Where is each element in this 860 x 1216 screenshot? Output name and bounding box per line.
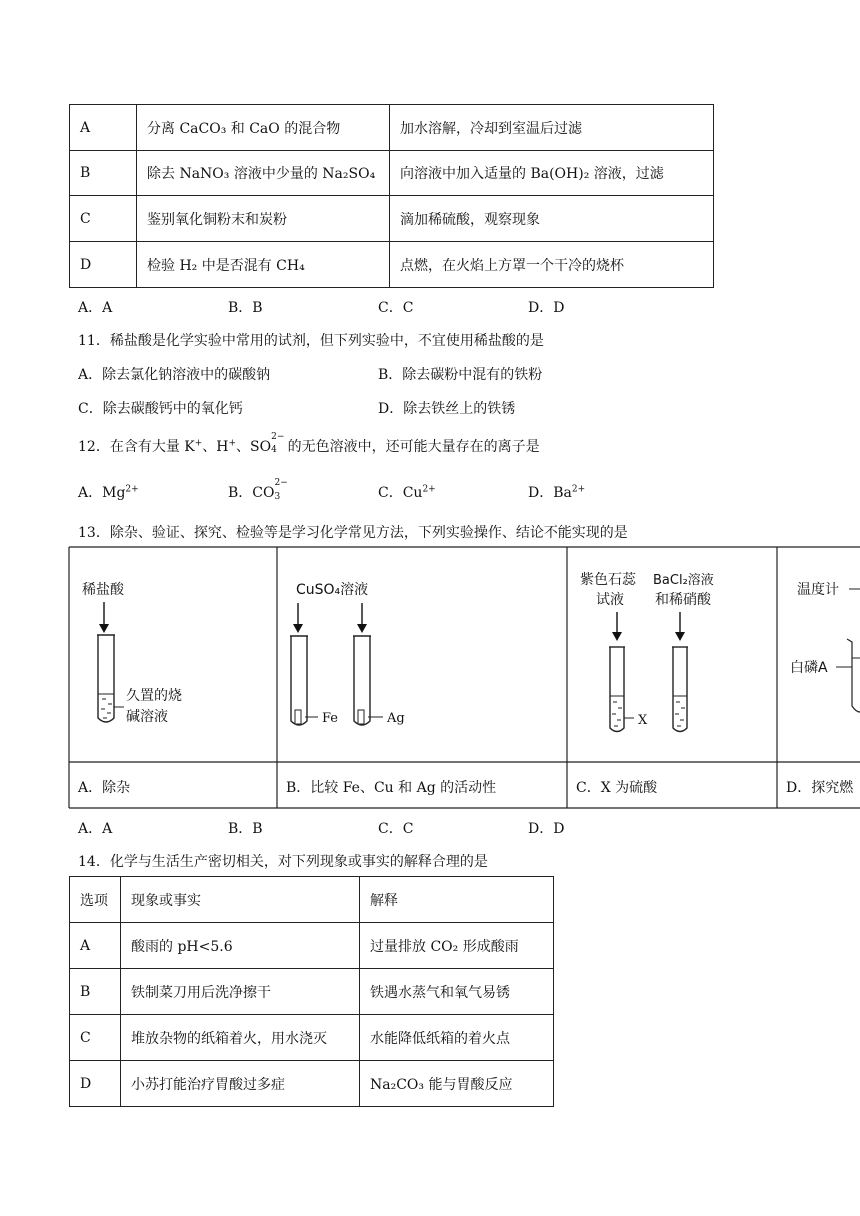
- explain-cell: 水能降低纸箱的着火点: [360, 1015, 554, 1061]
- ion-charge: 2+: [422, 484, 436, 495]
- option-c[interactable]: C．C: [378, 300, 414, 316]
- option-cell: B: [70, 969, 121, 1015]
- option-a[interactable]: [78, 482, 139, 502]
- table-row: [70, 196, 714, 242]
- q12-stem-part: 12．在含有大量 K: [78, 439, 195, 455]
- explain-cell: 过量排放 CO₂ 形成酸雨: [360, 923, 554, 969]
- experiment-cell: 分离 CaCO₃ 和 CaO 的混合物: [137, 105, 390, 151]
- q11-option-b[interactable]: B．除去碳粉中混有的铁粉: [378, 367, 543, 383]
- q12-stem-part: 、H: [202, 439, 229, 455]
- panel-b-diagram: [290, 581, 405, 726]
- option-letter: A: [70, 105, 137, 151]
- option-label: D．Ba: [528, 485, 572, 501]
- table-row: [70, 969, 554, 1015]
- experiment-cell: 检验 H₂ 中是否混有 CH₄: [137, 242, 390, 288]
- explain-cell: Na₂CO₃ 能与胃酸反应: [360, 1061, 554, 1107]
- option-label: C．Cu: [378, 485, 423, 501]
- q12-stem-part: 、SO: [236, 439, 272, 455]
- q12-stem-part: 的无色溶液中，还可能大量存在的离子是: [287, 439, 540, 455]
- x-label: X: [638, 713, 648, 728]
- header-cell: 选项: [70, 877, 121, 923]
- experiment-cell: 除去 NaNO₃ 溶液中少量的 Na₂SO₄: [137, 151, 390, 196]
- header-cell: 现象或事实: [121, 877, 360, 923]
- option-b[interactable]: [228, 478, 288, 502]
- reagent-label: CuSO₄溶液: [296, 582, 369, 598]
- fact-cell: 堆放杂物的纸箱着火，用水浇灭: [121, 1015, 360, 1061]
- fact-cell: 酸雨的 pH<5.6: [121, 923, 360, 969]
- panel-a-diagram: [82, 581, 182, 725]
- thermometer-label: 温度计: [797, 582, 839, 598]
- option-label: A．Mg: [78, 485, 126, 501]
- method-cell: 加水溶解，冷却到室温后过滤: [390, 105, 714, 151]
- option-b[interactable]: B．B: [228, 300, 263, 316]
- table-row: [70, 105, 714, 151]
- table-header-row: [70, 877, 554, 923]
- experiment-cell: 鉴别氧化铜粉末和炭粉: [137, 196, 390, 242]
- option-d[interactable]: [528, 482, 585, 502]
- option-a[interactable]: A．A: [78, 821, 113, 837]
- method-cell: 向溶液中加入适量的 Ba(OH)₂ 溶液，过滤: [390, 151, 714, 196]
- fact-cell: 铁制菜刀用后洗净擦干: [121, 969, 360, 1015]
- reagent-label: 稀盐酸: [82, 582, 124, 598]
- q13-figure: [0, 546, 860, 810]
- option-letter: D: [70, 242, 137, 288]
- option-d[interactable]: D．D: [528, 821, 565, 837]
- q13-stem: 13．除杂、验证、探究、检验等是学习化学常见方法，下列实验操作、结论不能实现的是: [78, 525, 628, 541]
- reagent-label: BaCl₂溶液: [653, 573, 714, 588]
- header-cell: 解释: [360, 877, 554, 923]
- ion-charge: 2−: [274, 478, 288, 488]
- q11-stem: 11．稀盐酸是化学实验中常用的试剂，但下列实验中，不宜使用稀盐酸的是: [78, 333, 544, 349]
- white-phosphorus-label: 白磷A: [790, 660, 828, 676]
- method-cell: 点燃，在火焰上方罩一个干冷的烧杯: [390, 242, 714, 288]
- metal-label-ag: Ag: [387, 711, 405, 726]
- option-c[interactable]: C．C: [378, 821, 414, 837]
- panel-c-diagram: [580, 571, 714, 732]
- caption-b: B．比较 Fe、Cu 和 Ag 的活动性: [286, 780, 497, 796]
- solution-label: 碱溶液: [126, 709, 168, 725]
- caption-d: D．探究燃: [786, 780, 854, 796]
- q12-stem: 12．在含有大量 K+、H+、SO 2− 4 的无色溶液中，还可能大量存在的离子是: [78, 432, 540, 455]
- option-letter: B: [70, 151, 137, 196]
- table-row: [70, 151, 714, 196]
- table-row: [70, 923, 554, 969]
- option-b[interactable]: B．B: [228, 821, 263, 837]
- fact-cell: 小苏打能治疗胃酸过多症: [121, 1061, 360, 1107]
- option-c[interactable]: [378, 482, 436, 502]
- reagent-label: 和稀硝酸: [655, 592, 711, 608]
- option-a[interactable]: A．A: [78, 300, 113, 316]
- ion-charge: 2+: [125, 484, 139, 495]
- reagent-label: 紫色石蕊: [580, 572, 636, 588]
- q14-stem: 14．化学与生活生产密切相关，对下列现象或事实的解释合理的是: [78, 854, 488, 870]
- table-row: [70, 242, 714, 288]
- metal-label-fe: Fe: [322, 711, 339, 726]
- method-cell: 滴加稀硫酸，观察现象: [390, 196, 714, 242]
- ion-subscript: 3: [274, 492, 281, 502]
- solution-label: 久置的烧: [126, 688, 182, 704]
- option-cell: A: [70, 923, 121, 969]
- caption-a: A．除杂: [78, 780, 131, 796]
- q10-table: [69, 104, 714, 288]
- option-letter: C: [70, 196, 137, 242]
- option-d[interactable]: D．D: [528, 300, 565, 316]
- option-cell: C: [70, 1015, 121, 1061]
- explain-cell: 铁遇水蒸气和氧气易锈: [360, 969, 554, 1015]
- ion-charge: 2+: [571, 484, 586, 495]
- q11-option-a[interactable]: A．除去氯化钠溶液中的碳酸钠: [78, 367, 271, 383]
- option-cell: D: [70, 1061, 121, 1107]
- caption-c: C．X 为硫酸: [576, 780, 658, 796]
- q11-option-d[interactable]: D．除去铁丝上的铁锈: [378, 401, 516, 417]
- panel-d-diagram: [790, 581, 860, 712]
- option-label: B．CO: [228, 485, 275, 501]
- q14-table: [69, 876, 554, 1107]
- q11-option-c[interactable]: C．除去碳酸钙中的氧化钙: [78, 401, 243, 417]
- table-row: [70, 1015, 554, 1061]
- table-row: [70, 1061, 554, 1107]
- reagent-label: 试液: [596, 592, 624, 608]
